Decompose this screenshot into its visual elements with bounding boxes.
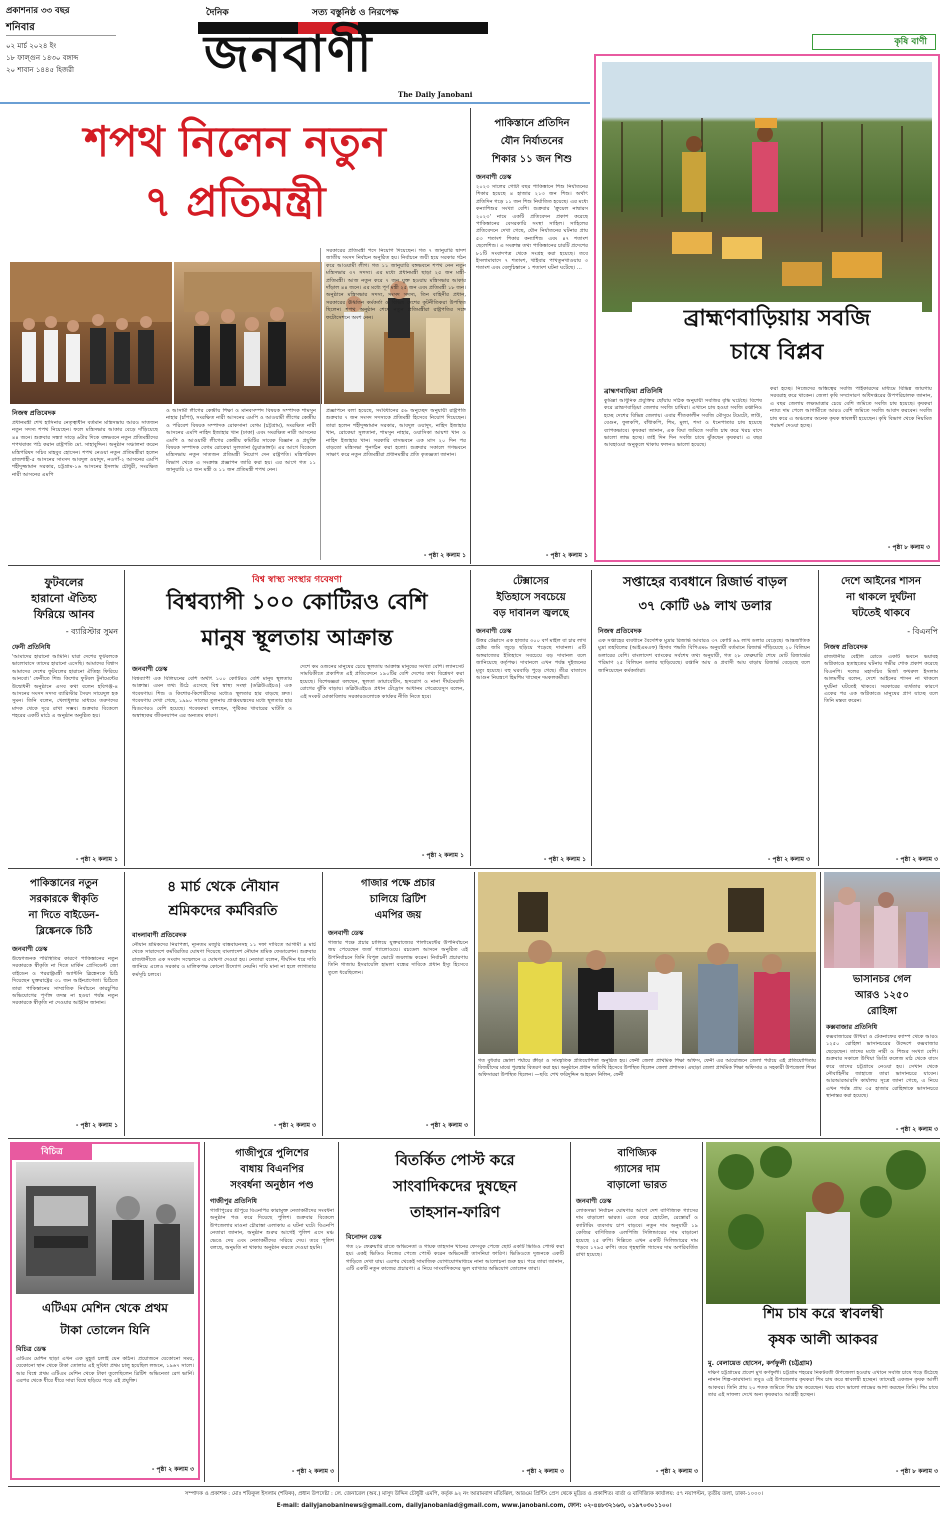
boat-byline: বাংলাবাণী প্রতিবেদক xyxy=(132,931,187,939)
biden-body: উদ্বেগজনক পরিস্থিতির কারণে পাকিস্তানের নতুন সরকারকে স্বীকৃতি না দিতে মার্কিন প্রেসিডেন্ট জো বাইডেন ও পররাষ্ট্রমন্ত্রী অ্যান্টনি ব্লিঙ্কেনকে চিঠি দিয়েছেন যুক্তরাষ্ট্রের ৩১ জন আইনপ্রণেতা। চিঠিতে তারা পাকিস্তানের সাম্প্রতিক নির্বাচনে কারচুপির অভিযোগের পূর্ণাঙ্গ তদন্ত না হওয়া পর্যন্ত নতুন সরকারকে স্বীকৃতি না দেওয়ার আহ্বান জানান। xyxy=(12,956,118,1007)
gazipur-headline-1: গাজীপুরে পুলিশের xyxy=(235,1148,309,1159)
shim-body: দক্ষিণ চট্টগ্রামের প্রবেশ মুখ কর্ণফুলী। চট্টগ্রাম শহরের নিকটবর্তী উপজেলা হওয়ায় এখানে সবজি চাষে গড়ে উঠেছে নানান শিল্প-কারখানা। তবুও এই উপজেলার কৃষকরা শিম চাষ করে স্বাবলম্বী হচ্ছেন। তাদেরই একজন কৃষক আলী আকবর। তিনি প্রায় ২০ শতক জমিতে শিম চাষ করেছেন। খরচ বাদে ভালো লাভের আশা করছেন তিনি। শিম চাষে তার এই সাফল্য দেখে অন্য কৃষকরাও আগ্রহী হচ্ছেন। xyxy=(708,1370,938,1399)
gas-headline-1: বাণিজ্যিক xyxy=(617,1148,657,1159)
lead-headline-1: শপথ নিলেন নতুন xyxy=(84,117,386,166)
bichitra-headline-1: এটিএম মেশিন থেকে প্রথম xyxy=(42,1301,168,1315)
lead-byline: নিজস্ব প্রতিবেদক xyxy=(12,409,56,417)
bnp-body: রাজধানীর বেইলি রোডে একটি ভবনে ভয়াবহ অগ্নিকাণ্ডে হতাহতের ঘটনায় গভীর শোক প্রকাশ করেছে বিএনপি। দলের মহাসচিব মির্জা ফখরুল ইসলাম আলমগীর বলেন, দেশে আইনের শাসন না থাকলে দুর্ঘটনা ঘটতেই থাকবে। সরকারের ব্যর্থতার কারণে একের পর এক অগ্নিকাণ্ডে মানুষের প্রাণ যাচ্ছে বলে তিনি মন্তব্য করেন। xyxy=(824,654,938,705)
football-headline-2: হারানো ঐতিহ্য xyxy=(31,592,97,605)
bnp-subhead: - বিএনপি xyxy=(907,627,938,636)
bnp-headline-3: ঘটতেই থাকবে xyxy=(852,608,910,619)
pakistan-child-body: ২০২৩ সালের গোটা বছর পাকিস্তানে শিশু নির্যাতনের শিকার হয়েছে ৪ হাজার ২১৩ জন শিশু। অর্থাৎ প্রতিদিন গড়ে ১১ জন শিশু নির্যাতিত হয়েছে। এর মধ্যে কন্যাশিশুর সংখ্যা বেশি। শুক্রবার 'ক্রুয়েল নাম্বারস ২০২৩' নামে একটি প্রতিবেদন প্রকাশ করেছে পাকিস্তানের বেসরকারি সংস্থা সাহিল। সাহিলের প্রতিবেদনে দেখা গেছে, যৌন নির্যাতনের ঘটনার প্রায় ৫৩ শতাংশ শিকার কন্যাশিশু এবং ৪৭ শতাংশ ছেলেশিশু। এ সংক্রান্ত তথ্য পাকিস্তানের চারটি প্রদেশের ৮১টি সংবাদপত্র থেকে সংগ্রহ করা হয়েছে। তবে ইসলামাবাদে ৭ শতাংশ, খাইবার পাখতুনখাওয়ায় ৩ শতাংশ এবং বেলুচিস্তানে ১ শতাংশ ঘটনা ঘটেছে। ... xyxy=(476,184,588,272)
pakistan-child-headline-1: যৌন নির্যাতনের xyxy=(500,136,564,147)
gaza-continued: - পৃষ্ঠা ২ কলাম ৩ xyxy=(425,1122,468,1129)
rohingya-photo xyxy=(824,872,940,968)
boat-headline-1: ৪ মার্চ থেকে নৌযান xyxy=(167,879,279,895)
tagline: সত্য বস্তুনিষ্ঠ ও নিরপেক্ষ xyxy=(312,8,399,18)
lead-headline-2: ৭ প্রতিমন্ত্রী xyxy=(144,177,326,226)
gaza-body: গাজার পক্ষে প্রচার চালিয়ে যুক্তরাজ্যের পার্লামেন্টের উপনির্বাচনে জয় পেয়েছেন জর্জ গ্যালোওয়ে। রচডেল আসনে অনুষ্ঠিত এই উপনির্বাচনে তিনি বিপুল ভোটে জয়লাভ করেন। নির্বাচনী প্রচারণায় তিনি গাজায় ইসরায়েলি হামলা বন্ধের দাবিকে প্রধান ইস্যু হিসেবে তুলে ধরেছিলেন। xyxy=(328,940,468,976)
day-label: শনিবার xyxy=(6,22,35,33)
biden-headline-3: না দিতে বাইডেন- xyxy=(28,910,100,921)
biden-byline: জনবাণী ডেস্ক xyxy=(12,945,48,953)
gaza-byline: জনবাণী ডেস্ক xyxy=(328,929,364,937)
krishi-body-1: কুমিল্লা আধুনিক প্রযুক্তির ছোঁয়ায় সঠিক অনুযায়ী সবজির বৃদ্ধি ঘটেছে। বিশেষ করে ব্রাহ্মণবাড়িয়া জেলার সবজি চাষিরা। এখানে চাষ হওয়া সবজি রপ্তানিও হচ্ছে দেশের বিভিন্ন জেলায়। এবার শীতকালীন সবজি মৌসুমে টমেটো, লাউ, বেগুন, ফুলকপি, বাঁধাকপি, শিম, মুলা, শসা ও ধনেপাতার চাষ হয়েছে ব্যাপকভাবে। কৃষকরা জানান, এক বিঘা জমিতে সবজি চাষ করে খরচ বাদে ভালো লাভ হচ্ছে। তাই দিন দিন সবজি চাষে ঝুঁকছেন কৃষকরা। এ বছর আবহাওয়া অনুকূলে থাকায় ফলনও ভালো হয়েছে। xyxy=(604,398,762,449)
lead-photo-2 xyxy=(174,262,322,404)
oath-ceremony-illustration-1 xyxy=(10,262,172,404)
football-byline: ফেনী প্রতিনিধি xyxy=(12,643,51,651)
krishi-headline-1: ব্রাহ্মণবাড়িয়ায় সবজি xyxy=(683,306,871,331)
bnp-continued: - পৃষ্ঠা ২ কলাম ৩ xyxy=(895,856,938,863)
boat-continued: - পৃষ্ঠা ২ কলাম ৩ xyxy=(273,1122,316,1129)
bnp-byline: নিজস্ব প্রতিবেদক xyxy=(824,643,868,651)
date-hijri: ২০ শাবান ১৪৪৫ হিজরী xyxy=(6,66,75,74)
texas-continued: - পৃষ্ঠা ২ কলাম ১ xyxy=(543,856,586,863)
bichitra-body: এটিএম মেশিন ছাড়া এখন এক মুহূর্ত চলাই যেন কঠিন। প্রয়োজনে যেকোনো সময়, যেকোনো স্থান থেকে টাকা তোলার এই সুবিধা প্রথম চালু হয়েছিল লন্ডনে, ১৯৬৭ সালে। আর বিশ্বে প্রথম এটিএম মেশিন থেকে টাকা তুলেছিলেন ব্রিটিশ অভিনেতা রেগ ভার্নি। এরপর থেকে ধীরে ধীরে সারা বিশ্বে ছড়িয়ে পড়ে এই প্রযুক্তি। xyxy=(16,1356,194,1385)
krishi-body-2: করা হচ্ছে। নিজেদের অস্তিত্বের সবজি পাইকারদের মাধ্যমে বিভিন্ন জায়গায় সরবরাহ করে থাকেন। জেলা কৃষি সম্প্রসারণ অধিদপ্তরের উপপরিচালক জানান, এ বছর জেলায় লক্ষ্যমাত্রার চেয়ে বেশি জমিতে সবজি চাষ হয়েছে। কৃষকরা ন্যায্য দাম পেলে আগামীতে আরও বেশি জমিতে সবজি আবাদ করবেন। সবজি চাষ করে এ অঞ্চলের অনেক কৃষক স্বাবলম্বী হয়েছেন। কৃষি বিভাগ থেকে নিয়মিত পরামর্শ দেওয়া হচ্ছে। xyxy=(770,386,932,430)
football-headline-1: ফুটবলের xyxy=(44,576,84,589)
tahsan-headline-2: সাংবাদিকদের দুষছেন xyxy=(393,1177,517,1195)
tahsan-continued: - পৃষ্ঠা ২ কলাম ৩ xyxy=(521,1468,564,1475)
gazipur-headline-2: বাধায় বিএনপির xyxy=(240,1164,304,1175)
photo-caption: গত বুধবার ভোলা পর্যায়ে ক্রীড়া ও সাংস্কৃতিক প্রতিযোগিতা অনুষ্ঠিত হয়। ফেনী জেলা প্রাথমিক শিক্ষা অফিস, ফেনী এর আয়োজনে জেলা পর্যায়ে এই প্রতিযোগিতায় বিজয়ীদের মাঝে পুরস্কার বিতরণ করা হয়। অনুষ্ঠানে প্রধান অতিথি হিসেবে উপস্থিত ছিলেন জেলা প্রশাসক। এছাড়া জেলা প্রাথমিক শিক্ষা অফিসার ও সহকারী উপজেলা শিক্ষা অফিসাররা উপস্থিত ছিলেন। —ছবি: শেখ ফরিদুদ্দিন আহমেদ নিলিন, ফেনী xyxy=(478,1058,816,1078)
texas-headline-2: ইতিহাসে সবচেয়ে xyxy=(496,592,566,603)
pakistan-child-continued: - পৃষ্ঠা ২ কলাম ১ xyxy=(545,552,588,559)
gas-headline-3: বাড়ালো ভারত xyxy=(607,1180,667,1191)
shim-headline-2: কৃষক আলী আকবর xyxy=(768,1332,878,1348)
footer-imprint: সম্পাদক ও প্রকাশক : মোঃ শফিকুল ইসলাম (শফিক), প্রধান উপদেষ্টা : লে. জেনারেল (অব.) মাসুদ উদ্দিন চৌধুরী এমপি, কর্তৃক ৯২ নং আরামবাগ মতিঝিল, আরএম প্রিন্টিং প্রেস থেকে মুদ্রিত ও প্রকাশিত। বার্তা ও বাণিজ্যিক কার্যালয়: ৫৭ নয়াপল্টন, তৃতীয় তলা, ঢাকা-১০০০। xyxy=(184,1491,764,1497)
atm-illustration xyxy=(16,1162,194,1294)
lead-body-2: ও আসামী লীগের কেন্দ্রীয় শিক্ষা ও মানবসম্পদ বিষয়ক সম্পাদক শামসুন নাহার (চাঁপা), সংরক্ষিত নারী আসনের এমপি ও আওয়ামী লীগের কেন্দ্রীয় ও পরিবেশ বিষয়ক সম্পাদক রোকসানা বেগম (চট্টগ্রাম), সংরক্ষিত নারী আসনের এমপি নাহিদ ইজাহার খান (ঢাকা) এবং সংরক্ষিত নারী আসনের এমপি ও আওয়ামী লীগের কেন্দ্রীয় কমিটির সাবেক বিজ্ঞান ও প্রযুক্তি বিষয়ক সম্পাদক বেগম রোকেয়া সুলতানা (চুয়াডাঙ্গা)। এর আগে বিকেলে মন্ত্রিসভায় নতুন সাতজন প্রতিমন্ত্রী নিয়োগ দেন রাষ্ট্রপতি। মন্ত্রিপরিষদ বিভাগ থেকে এ সংক্রান্ত প্রজ্ঞাপন জারি করা হয়। এর আগে গত ১১ জানুয়ারি ২৫ জন মন্ত্রী ও ১১ জন প্রতিমন্ত্রী শপথ নেন। xyxy=(166,408,316,474)
bnp-headline-1: দেশে আইনের শাসন xyxy=(841,576,921,587)
tahsan-body: গত ২৮ ফেব্রুয়ারি রাতে অভিনেতা ও গায়ক তাহসান খানের ফেসবুক পেজে ছোট একটি ভিডিও পোস্ট করা হয়। একই ভিডিও নিজের পেজে পোস্ট করেন অভিনেত্রী তাসনিয়া ফারিণ। ভিডিওতে দুজনকে একটি গাড়িতে দেখা যায়। এরপর থেকেই সামাজিক যোগাযোগমাধ্যমে নানা আলোচনা শুরু হয়। পরে তারা জানান, এটি একটি নতুন কাজের প্রচারণা। এ নিয়ে সাংবাদিকদের ভুল ব্যাখ্যার অভিযোগ তোলেন তারা। xyxy=(346,1244,564,1273)
bichitra-byline: বিচিত্র ডেস্ক xyxy=(16,1345,46,1353)
pakistan-child-kicker: পাকিস্তানে প্রতিদিন xyxy=(494,118,570,129)
reserve-continued: - পৃষ্ঠা ২ কলাম ৩ xyxy=(767,856,810,863)
footer-contact: E-mail: dailyjanobaninews@gmail.com, dailyjanobaniad@gmail.com, www.janobani.com, ফোন: ০২-৪৪৮৩২১৬৩, ০১৯৭০৩০১১০০। xyxy=(276,1503,672,1509)
daily-label: দৈনিক xyxy=(206,8,229,18)
shim-byline: মু. বেলায়েত হোসেন, কর্ণফুলী (চট্টগ্রাম) xyxy=(708,1359,813,1367)
boat-headline-2: শ্রমিকদের কর্মবিরতি xyxy=(168,903,278,919)
field-illustration xyxy=(602,62,932,312)
lead-body-1: প্রধানমন্ত্রী শেখ হাসিনার নেতৃত্বাধীন বর্তমান মন্ত্রিসভায় আরও সাতজন নতুন সদস্য শপথ নিয়েছেন। ফলে মন্ত্রিসভার আকার বেড়ে দাঁড়িয়েছে ৪৪ জনে। শুক্রবার সন্ধ্যা সাড়ে ৬টার দিকে বঙ্গভবনে নতুন প্রতিমন্ত্রীদের শপথবাক্য পাঠ করান রাষ্ট্রপতি মো. সাহাবুদ্দিন। অনুষ্ঠান সঞ্চালনা করেন মন্ত্রিপরিষদ সচিব মাহবুব হোসেন। শপথ নেওয়া নতুন প্রতিমন্ত্রীরা হলেন রাজশাহী-৫ আসনের সাংসদ আবদুল ওয়াদুদ, নওগাঁ-২ আসনের এমপি শহীদুজ্জামান সরকার, চট্টগ্রাম-১৬ আসনের ইসলাম চৌধুরী, সংরক্ষিত নারী আসনের এমপি xyxy=(12,420,158,478)
tahsan-headline-1: বিতর্কিত পোস্ট করে xyxy=(395,1151,515,1169)
farmer-photo xyxy=(706,1142,940,1304)
gas-body: লোকসভা নির্বাচন ঘোষণার আগে দেশ বাণিজ্যিক গ্যাসের দাম বাড়ালো ভারত। এতে করে হোটেল, রেস্তোরাঁ ও ক্যাটারিং ব্যবসায় চাপ বাড়বে। নতুন দাম অনুযায়ী ১৯ কেজির বাণিজ্যিক এলপিজি সিলিন্ডারের দাম বাড়ানো হয়েছে ২৫ রুপি। দিল্লিতে এখন একটি সিলিন্ডারের দাম পড়বে ১৭৯৫ রুপি। তবে গৃহস্থালি গ্যাসের দাম অপরিবর্তিত রাখা হয়েছে। xyxy=(576,1208,698,1259)
texas-body: উত্তর টেক্সাসে এক হাজার ৩০০ বর্গ মাইল বা চার লাখ হেক্টর জমি জুড়ে ছড়িয়ে পড়েছে দাবানল। এটি অঙ্গরাজ্যের ইতিহাসে সবচেয়ে বড় দাবানল বলে জানিয়েছে কর্তৃপক্ষ। দাবানলে এখন পর্যন্ত দুইজনের মৃত্যু হয়েছে। বহু ঘরবাড়ি পুড়ে গেছে। তীব্র বাতাসে আগুন নিয়ন্ত্রণে হিমশিম খাচ্ছেন দমকলকর্মীরা। xyxy=(476,638,586,682)
who-headline-1: বিশ্বব্যাপী ১০০ কোটিরও বেশি xyxy=(166,590,428,615)
who-kicker: বিশ্ব স্বাস্থ্য সংস্থার গবেষণা xyxy=(252,575,342,585)
bichitra-section xyxy=(10,1142,200,1480)
tahsan-byline: বিনোদন ডেস্ক xyxy=(346,1233,382,1241)
reserve-headline-2: ৩৭ কোটি ৬৯ লাখ ডলার xyxy=(638,599,772,614)
rohingya-illustration xyxy=(824,872,940,968)
bean-farm-illustration xyxy=(706,1142,940,1304)
gaza-headline-2: চালিয়ে ব্রিটিশ xyxy=(369,894,427,905)
gazipur-body: গাজীপুরের শ্রীপুরে বিএনপির কারামুক্ত নেতাকর্মীদের সংবর্ধনা অনুষ্ঠান পণ্ড করে দিয়েছে পুলিশ। শুক্রবার বিকেলে উপজেলার মাওনা চৌরাস্তা এলাকায় এ ঘটনা ঘটে। বিএনপি নেতারা জানান, অনুষ্ঠান শুরুর আগেই পুলিশ এসে মঞ্চ ভেঙে দেয় এবং নেতাকর্মীদের সরিয়ে দেয়। তবে পুলিশ বলছে, অনুমতি না থাকায় অনুষ্ঠান করতে দেওয়া হয়নি। xyxy=(210,1208,334,1252)
lead-body-4: প্রজ্ঞাপনে বলা হয়েছে, সংবিধানের ৫৬ অনুচ্ছেদ অনুযায়ী রাষ্ট্রপতি শুক্রবার ৭ জন সংসদ সদস্যকে প্রতিমন্ত্রী হিসেবে নিয়োগ দিয়েছেন। তারা হলেন শহীদুজ্জামান সরকার, আবদুল ওয়াদুদ, নাহিদ ইজাহার খান, রোকেয়া সুলতানা, শামসুন নাহার, ওয়াসিকা আয়শা খান ও নাহিদ ইজাহার খান। সরকারি বাসভবনে এক মাস ২০ দিন পর বাড়তো মন্ত্রিসভা পুনর্গঠন করা হলো। শুক্রবার সকালে গণভবনে সাক্ষাৎ করে নতুন প্রতিমন্ত্রীরা প্রধানমন্ত্রীর প্রতি কৃতজ্ঞতা জানান। xyxy=(326,408,466,459)
event-illustration xyxy=(478,872,816,1054)
biden-headline-2: সরকারকে স্বীকৃতি xyxy=(29,894,99,905)
krishi-byline: ব্রাহ্মণবাড়িয়া প্রতিনিধি xyxy=(604,387,663,395)
rohingya-byline: কক্সবাজার প্রতিনিধি xyxy=(826,1023,878,1031)
section-tag-krishi: কৃষি বাণী xyxy=(812,34,936,50)
boat-body: নৌযান শ্রমিকদের নিরাপত্তা, ন্যূনতম মজুরি বাস্তবায়নসহ ১১ দফা দাবিতে আগামী ৪ মার্চ থেকে সারাদেশে কর্মবিরতির ঘোষণা দিয়েছে বাংলাদেশ নৌযান শ্রমিক ফেডারেশন। শুক্রবার রাজধানীতে এক সংবাদ সম্মেলনে এ ঘোষণা দেওয়া হয়। নেতারা বলেন, দীর্ঘদিন ধরে দাবি জানিয়ে এলেও সরকার ও মালিকপক্ষ কোনো উদ্যোগ নেয়নি। দাবি মানা না হলে লাগাতার কর্মসূচি চলবে। xyxy=(132,942,316,978)
football-headline-3: ফিরিয়ে আনব xyxy=(33,608,95,621)
texas-byline: জনবাণী ডেস্ক xyxy=(476,627,512,635)
football-body: 'আমাদের হারানো আমিনি। যারা দেশের ফুটবলকে ভালোবাসে তাদের হারানো এসেছি। আমাদের বিশ্বাস আমাদের দেশের ফুটবলের হারানো ঐতিহ্য ফিরিয়ে আনবো।' ফেনীতে শিশু কিশোর ফুটবল টুর্নামেন্টের উদ্বোধনী অনুষ্ঠানে এসব কথা বলেন হবিগঞ্জ-৪ আসনের সংসদ সদস্য ব্যারিস্টার সৈয়দ সায়েদুল হক সুমন। তিনি বলেন, খেলাধুলার মাধ্যমে তরুণদের মাদক থেকে দূরে রাখা সম্ভব। শুক্রবার বিকেলে শহরের একটি মাঠে এ অনুষ্ঠান অনুষ্ঠিত হয়। xyxy=(12,654,118,720)
biden-headline-1: পাকিস্তানের নতুন xyxy=(29,878,99,889)
who-continued: - পৃষ্ঠা ২ কলাম ১ xyxy=(421,852,464,859)
date-english: ০২ মার্চ ২০২৪ ইং xyxy=(6,42,57,50)
lead-continued: - পৃষ্ঠা ২ কলাম ১ xyxy=(423,552,466,559)
lead-body-3: সরকারের প্রতিমন্ত্রী পদে নিয়োগ দিয়েছেন। গত ৭ জানুয়ারি দ্বাদশ জাতীয় সংসদ নির্বাচন অনুষ্ঠিত হয়। নির্বাচনে জয়ী হয়ে সরকার গঠন করে আওয়ামী লীগ। গত ১১ জানুয়ারি বঙ্গভবনে শপথ নেন নতুন মন্ত্রিসভার ৩৭ সদস্য। এর মধ্যে প্রধানমন্ত্রী ছাড়া ২৫ জন মন্ত্রী-প্রতিমন্ত্রী। আজ নতুন করে ৭ জন যুক্ত হওয়ায় মন্ত্রিসভার আকার দাঁড়াল ৪৪ জনে। এর মধ্যে পূর্ণ মন্ত্রী ২৫ জন এবং প্রতিমন্ত্রী ১৮ জন। অনুষ্ঠানে মন্ত্রিসভার সদস্য, সংসদ সদস্য, তিন বাহিনীর প্রধান, সরকারের ঊর্ধ্বতন কর্মকর্তা ও বিভিন্ন দেশের কূটনীতিকরা উপস্থিত ছিলেন। শপথ অনুষ্ঠান শেষে নতুন প্রতিমন্ত্রীরা রাষ্ট্রপতির সঙ্গে ফটোসেশনে অংশ নেন। xyxy=(326,248,466,321)
reserve-body: এক সপ্তাহের ব্যবধানে বৈদেশিক মুদ্রার রিজার্ভ আবারও ৩৭ কোটি ৬৯ লাখ ডলার বেড়েছে। আন্তর্জাতিক মুদ্রা তহবিলের (আইএমএফ) হিসাব পদ্ধতি বিপিএম৬ অনুযায়ী বর্তমানে রিজার্ভ দাঁড়িয়েছে ২০ বিলিয়ন ডলারের বেশি। বাংলাদেশ ব্যাংকের সর্বশেষ তথ্য অনুযায়ী, গত ২৮ ফেব্রুয়ারি শেষে মোট রিজার্ভের পরিমাণ ২৫ বিলিয়ন ডলার ছাড়িয়েছে। রপ্তানি আয় ও প্রবাসী আয় বাড়ায় রিজার্ভ বেড়েছে বলে জানিয়েছেন কর্মকর্তারা। xyxy=(598,638,810,674)
year-label: প্রকাশনার ৩৩ বছর xyxy=(6,6,70,16)
lead-photo-1 xyxy=(10,262,172,404)
rohingya-headline-2: আরও ১২৫০ xyxy=(855,990,909,1001)
krishi-headline-box xyxy=(632,302,922,380)
prize-distribution-photo xyxy=(478,872,816,1054)
gazipur-byline: গাজীপুর প্রতিনিধি xyxy=(210,1197,257,1205)
bichitra-continued: - পৃষ্ঠা ২ কলাম ৩ xyxy=(151,1466,194,1473)
rohingya-continued: - পৃষ্ঠা ২ কলাম ৩ xyxy=(895,1126,938,1133)
krishi-section xyxy=(594,54,940,562)
rohingya-headline-3: রোহিঙ্গা xyxy=(866,1006,898,1017)
reserve-byline: নিজস্ব প্রতিবেদক xyxy=(598,627,642,635)
football-subhead: - ব্যারিস্টার সুমন xyxy=(65,627,118,636)
logo-text: জনবাণী xyxy=(204,25,374,83)
football-continued: - পৃষ্ঠা ২ কলাম ১ xyxy=(75,856,118,863)
gazipur-continued: - পৃষ্ঠা ২ কলাম ৩ xyxy=(291,1468,334,1475)
logo-english: The Daily Janobani xyxy=(398,90,473,99)
pakistan-child-byline: জনবাণী ডেস্ক xyxy=(476,173,512,181)
date-bangla: ১৮ ফাল্গুন ১৪৩০ বঙ্গাব্দ xyxy=(6,54,79,62)
reserve-headline-1: সপ্তাহের ব্যবধানে রিজার্ভ বাড়ল xyxy=(622,575,788,590)
biden-continued: - পৃষ্ঠা ২ কলাম ১ xyxy=(75,1122,118,1129)
gas-byline: জনবাণী ডেস্ক xyxy=(576,1197,612,1205)
bnp-headline-2: না থাকলে দুর্ঘটনা xyxy=(846,592,916,603)
gaza-headline-3: এমপির জয় xyxy=(374,910,422,921)
who-body-2: দেশে কম ওজনের মানুষের চেয়ে স্থূলতায় আক্রান্ত মানুষের সংখ্যা বেশি। ল্যানসেট সাময়িকীতে প্রকাশিত এই প্রতিবেদনে ১৯০টির বেশি দেশের তথ্য বিশ্লেষণ করা হয়েছে। বিশেষজ্ঞরা বলছেন, স্থূলতা ডায়াবেটিস, হৃদরোগ ও নানা দীর্ঘমেয়াদি রোগের ঝুঁকি বাড়ায়। ডব্লিউএইচও প্রধান টেড্রোস আধানম গেব্রেয়েসুস বলেন, এই সংকট মোকাবিলায় সরকারগুলোকে কার্যকর নীতি নিতে হবে। xyxy=(300,664,464,700)
texas-headline-3: বড় দাবানল জ্বলছে xyxy=(493,608,569,619)
who-body-1: বিশ্বব্যাপী এক বিলিয়নের বেশি অর্থাৎ ১০০ কোটিরও বেশি মানুষ স্থূলতায় আক্রান্ত। এমন তথ্য উঠে এসেছে বিশ্ব স্বাস্থ্য সংস্থা (ডব্লিউএইচও) এক গবেষণায়। শিশু ও কিশোর-কিশোরীদের মধ্যেও স্থূলতার হার বাড়ছে দ্রুত। গবেষণায় দেখা গেছে, ১৯৯০ সালের তুলনায় প্রাপ্তবয়স্কদের মধ্যে স্থূলতার হার দ্বিগুণেরও বেশি হয়েছে। গবেষকরা বলছেন, পুষ্টিকর খাবারের ঘাটতি ও অস্বাস্থ্যকর জীবনযাপন এর অন্যতম কারণ। xyxy=(132,676,292,720)
bichitra-headline-2: টাকা তোলেন যিনি xyxy=(60,1323,150,1337)
gaza-headline-1: গাজার পক্ষে প্রচার xyxy=(361,878,435,889)
who-headline-2: মানুষ স্থূলতায় আক্রান্ত xyxy=(201,626,393,651)
rohingya-headline-1: ভাসানচর গেল xyxy=(852,974,912,985)
gas-continued: - পৃষ্ঠা ২ কলাম ৩ xyxy=(655,1468,698,1475)
vegetable-field-photo xyxy=(602,62,932,312)
atm-photo xyxy=(16,1162,194,1294)
shim-continued: - পৃষ্ঠা ৮ কলাম ৩ xyxy=(895,1468,938,1475)
texas-headline-1: টেক্সাসের xyxy=(513,576,549,587)
who-byline: জনবাণী ডেস্ক xyxy=(132,665,168,673)
gazipur-headline-3: সংবর্ধনা অনুষ্ঠান পণ্ড xyxy=(230,1180,314,1191)
bichitra-tag: বিচিত্র xyxy=(12,1144,92,1160)
rohingya-body: কক্সবাজারের উখিয়া ও টেকনাফের ক্যাম্প থেকে আরও ১২৫০ রোহিঙ্গা ভাসানচরের উদ্দেশে কক্সবাজার ছেড়েছেন। তাদের মধ্যে নারী ও শিশুর সংখ্যা বেশি। শুক্রবার সকালে উখিয়া ডিগ্রি কলেজ মাঠ থেকে বাসে করে তাদের চট্টগ্রামে নেওয়া হয়। সেখান থেকে নৌবাহিনীর জাহাজে তারা ভাসানচরে যাবেন। আরআরআরসি কার্যালয় সূত্রে জানা গেছে, এ নিয়ে এখন পর্যন্ত প্রায় ৩৫ হাজার রোহিঙ্গাকে ভাসানচরে স্থানান্তর করা হয়েছে। xyxy=(826,1034,938,1100)
masthead-logo xyxy=(198,16,488,88)
oath-ceremony-illustration-2 xyxy=(174,262,322,404)
biden-headline-4: ব্লিঙ্কেনকে চিঠি xyxy=(35,926,93,937)
pakistan-child-headline-2: শিকার ১১ জন শিশু xyxy=(492,154,572,165)
krishi-headline-2: চাষে বিপ্লব xyxy=(730,340,824,365)
shim-headline-1: শিম চাষ করে স্বাবলম্বী xyxy=(762,1306,884,1322)
krishi-continued: - পৃষ্ঠা ৮ কলাম ৩ xyxy=(887,544,930,551)
tahsan-headline-3: তাহসান-ফারিণ xyxy=(410,1203,500,1221)
gas-headline-2: গ্যাসের দাম xyxy=(614,1164,660,1175)
